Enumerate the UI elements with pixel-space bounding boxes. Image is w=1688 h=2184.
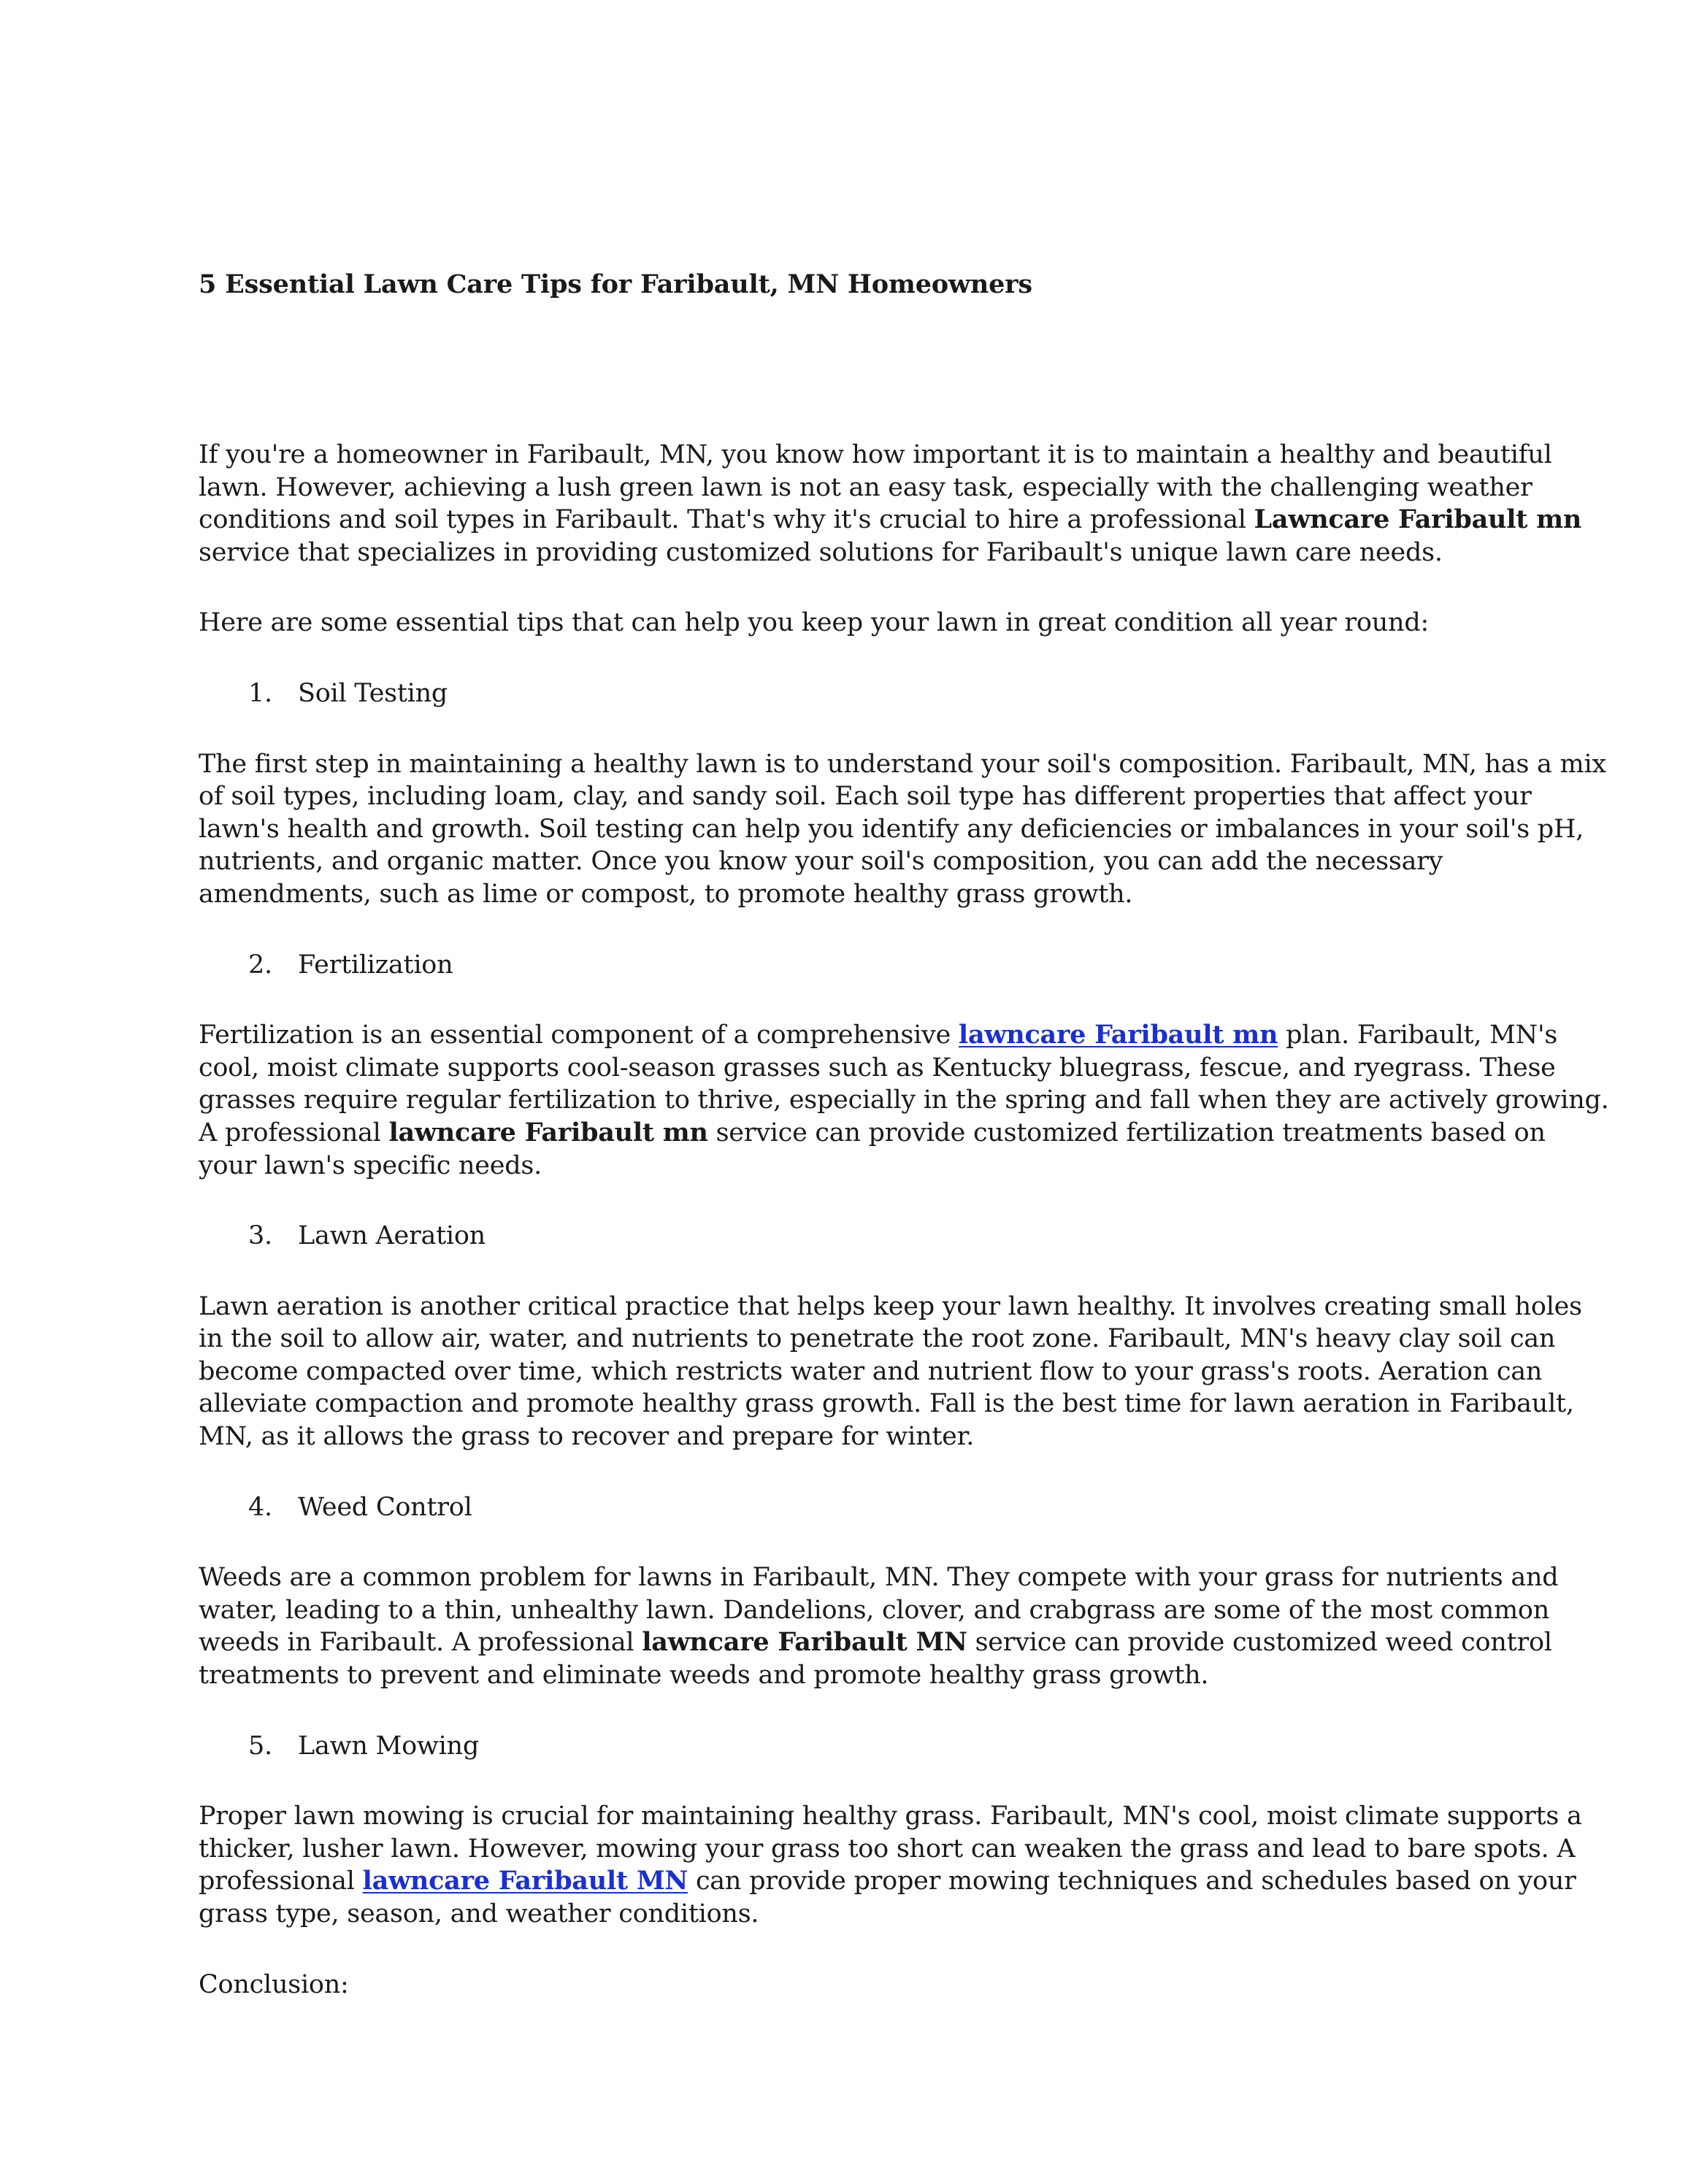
lawncare-link[interactable]: lawncare Faribault MN <box>362 1866 688 1896</box>
body-line: in the soil to allow air, water, and nutrients to penetrate the root zone. Faribault, MN's heavy clay soil can <box>199 1324 1556 1354</box>
body-line: Fertilization is an essential component of a comprehensive lawncare Faribault mn plan. Faribault, MN's <box>199 1020 1558 1050</box>
intro-line: If you're a homeowner in Faribault, MN, you know how important it is to maintain a healthy and beautiful <box>199 440 1552 469</box>
list-number: 3. <box>248 1221 272 1251</box>
lead-sentence: Here are some essential tips that can help you keep your lawn in great condition all year round: <box>199 608 1430 638</box>
tip-body-lawn-aeration <box>199 1291 1582 1453</box>
intro-line: service that specializes in providing customized solutions for Faribault's unique lawn care needs. <box>199 537 1443 567</box>
tip-body-lawn-mowing <box>199 1800 1582 1930</box>
tip-body-soil-testing <box>199 748 1606 911</box>
body-line: amendments, such as lime or compost, to promote healthy grass growth. <box>199 879 1133 909</box>
body-line: professional lawncare Faribault MN can provide proper mowing techniques and schedules based on your <box>199 1866 1576 1896</box>
tip-heading-fertilization: 2. Fertilization <box>199 949 1505 982</box>
bold-keyword: lawncare Faribault MN <box>642 1627 967 1658</box>
intro-line: conditions and soil types in Faribault. That's why it's crucial to hire a professional Lawncare Faribault mn <box>199 504 1582 535</box>
body-line: thicker, lusher lawn. However, mowing your grass too short can weaken the grass and lead to bare spots. A <box>199 1834 1576 1864</box>
tip-body-weed-control <box>199 1561 1559 1691</box>
intro-paragraph <box>199 439 1582 569</box>
intro-line: lawn. However, achieving a lush green lawn is not an easy task, especially with the challenging weather <box>199 472 1532 502</box>
bold-keyword: lawncare Faribault mn <box>388 1117 708 1147</box>
list-number: 4. <box>248 1492 272 1522</box>
tip-heading-lawn-mowing: 5. Lawn Mowing <box>199 1730 1505 1763</box>
tip-heading-lawn-aeration: 3. Lawn Aeration <box>199 1220 1505 1253</box>
body-line: A professional lawncare Faribault mn service can provide customized fertilization treatments based on <box>199 1117 1546 1147</box>
body-line: lawn's health and growth. Soil testing can help you identify any deficiencies or imbalances in your soil's pH, <box>199 814 1584 844</box>
body-line: Weeds are a common problem for lawns in Faribault, MN. They compete with your grass for nutrients and <box>199 1563 1559 1593</box>
list-number: 2. <box>248 950 272 980</box>
body-line: become compacted over time, which restricts water and nutrient flow to your grass's roots. Aeration can <box>199 1356 1543 1386</box>
list-number: 5. <box>248 1731 272 1761</box>
body-line: cool, moist climate supports cool-season grasses such as Kentucky bluegrass, fescue, and ryegrass. These <box>199 1053 1556 1083</box>
body-line: Proper lawn mowing is crucial for maintaining healthy grass. Faribault, MN's cool, moist climate supports a <box>199 1802 1582 1831</box>
tip-body-fertilization <box>199 1019 1609 1182</box>
body-line: grasses require regular fertilization to thrive, especially in the spring and fall when they are actively growing. <box>199 1085 1609 1115</box>
body-line: alleviate compaction and promote healthy grass growth. Fall is the best time for lawn aeration in Faribault, <box>199 1389 1574 1419</box>
body-line: your lawn's specific needs. <box>199 1150 542 1180</box>
tip-heading-soil-testing: 1. Soil Testing <box>199 677 1505 710</box>
intro-bold-keyword: Lawncare Faribault mn <box>1254 504 1582 535</box>
body-line: treatments to prevent and eliminate weeds and promote healthy grass growth. <box>199 1661 1209 1691</box>
tip-heading-weed-control: 4. Weed Control <box>199 1491 1505 1524</box>
body-line: Lawn aeration is another critical practice that helps keep your lawn healthy. It involves creating small holes <box>199 1291 1582 1321</box>
body-line: The first step in maintaining a healthy lawn is to understand your soil's composition. Faribault, MN, has a mix <box>199 749 1606 779</box>
body-line: MN, as it allows the grass to recover and prepare for winter. <box>199 1422 975 1452</box>
body-line: weeds in Faribault. A professional lawncare Faribault MN service can provide customized weed control <box>199 1627 1552 1658</box>
body-line: nutrients, and organic matter. Once you know your soil's composition, you can add the necessary <box>199 847 1443 877</box>
conclusion-heading: Conclusion: <box>199 1969 349 1999</box>
document-title: 5 Essential Lawn Care Tips for Faribault, MN Homeowners <box>199 269 1032 299</box>
body-line: of soil types, including loam, clay, and sandy soil. Each soil type has different properties that affect your <box>199 782 1532 812</box>
body-line: grass type, season, and weather conditions. <box>199 1899 759 1929</box>
document-page <box>199 267 1609 2001</box>
list-number: 1. <box>248 678 272 708</box>
lawncare-link[interactable]: lawncare Faribault mn <box>958 1020 1278 1050</box>
body-line: water, leading to a thin, unhealthy lawn. Dandelions, clover, and crabgrass are some of the most common <box>199 1595 1550 1625</box>
